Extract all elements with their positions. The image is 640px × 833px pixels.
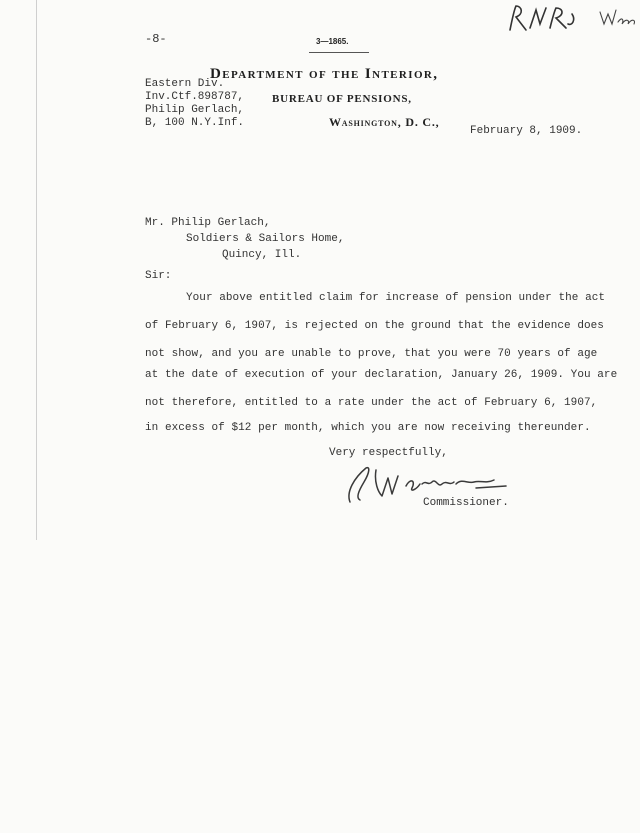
signature-stroke bbox=[456, 480, 494, 484]
initial-stroke-1 bbox=[510, 6, 526, 30]
department-heading: Department of the Interior, bbox=[210, 66, 439, 82]
signature-stroke bbox=[375, 470, 398, 496]
signature-stroke bbox=[476, 486, 506, 488]
file-reference-line: Eastern Div. bbox=[145, 78, 225, 90]
salutation: Sir: bbox=[145, 270, 172, 282]
closing: Very respectfully, bbox=[329, 447, 448, 459]
signature-stroke bbox=[422, 481, 454, 485]
note-stroke-2 bbox=[618, 19, 635, 24]
file-reference-line: Inv.Ctf.898787, bbox=[145, 91, 245, 103]
initial-stroke-3 bbox=[550, 8, 566, 28]
body-line: not show, and you are unable to prove, that you were 70 years of age bbox=[145, 348, 598, 360]
place-heading: Washington, D. C., bbox=[329, 115, 440, 129]
body-line: Your above entitled claim for increase of pension under the act bbox=[186, 292, 606, 304]
page-number: -8- bbox=[145, 32, 167, 46]
body-line: at the date of execution of your declaration, January 26, 1909. You are bbox=[145, 369, 618, 381]
form-number: 3—1865. bbox=[316, 37, 349, 46]
file-reference bbox=[145, 78, 244, 130]
initial-stroke-4 bbox=[568, 14, 574, 24]
page-margin-line bbox=[36, 0, 37, 540]
form-number-rule bbox=[309, 52, 369, 53]
initial-stroke-2 bbox=[530, 8, 546, 28]
body-line: in excess of $12 per month, which you are now receiving thereunder. bbox=[145, 422, 591, 434]
signature-title: Commissioner. bbox=[423, 497, 509, 509]
body-line: of February 6, 1907, is rejected on the ground that the evidence does bbox=[145, 320, 604, 332]
body-line: not therefore, entitled to a rate under the act of February 6, 1907, bbox=[145, 397, 598, 409]
addressee-name: Mr. Philip Gerlach, bbox=[145, 217, 271, 229]
note-stroke-1 bbox=[600, 10, 616, 24]
addressee-institution: Soldiers & Sailors Home, bbox=[186, 233, 345, 245]
handwritten-initials-annotation bbox=[500, 0, 640, 45]
bureau-heading: BUREAU OF PENSIONS, bbox=[272, 93, 412, 105]
letter-date: February 8, 1909. bbox=[470, 125, 583, 137]
file-reference-line: Philip Gerlach, bbox=[145, 104, 245, 116]
file-reference-line: B, 100 N.Y.Inf. bbox=[145, 117, 245, 129]
signature-stroke bbox=[406, 481, 420, 490]
signature-stroke bbox=[349, 468, 369, 502]
addressee-city: Quincy, Ill. bbox=[222, 249, 302, 261]
